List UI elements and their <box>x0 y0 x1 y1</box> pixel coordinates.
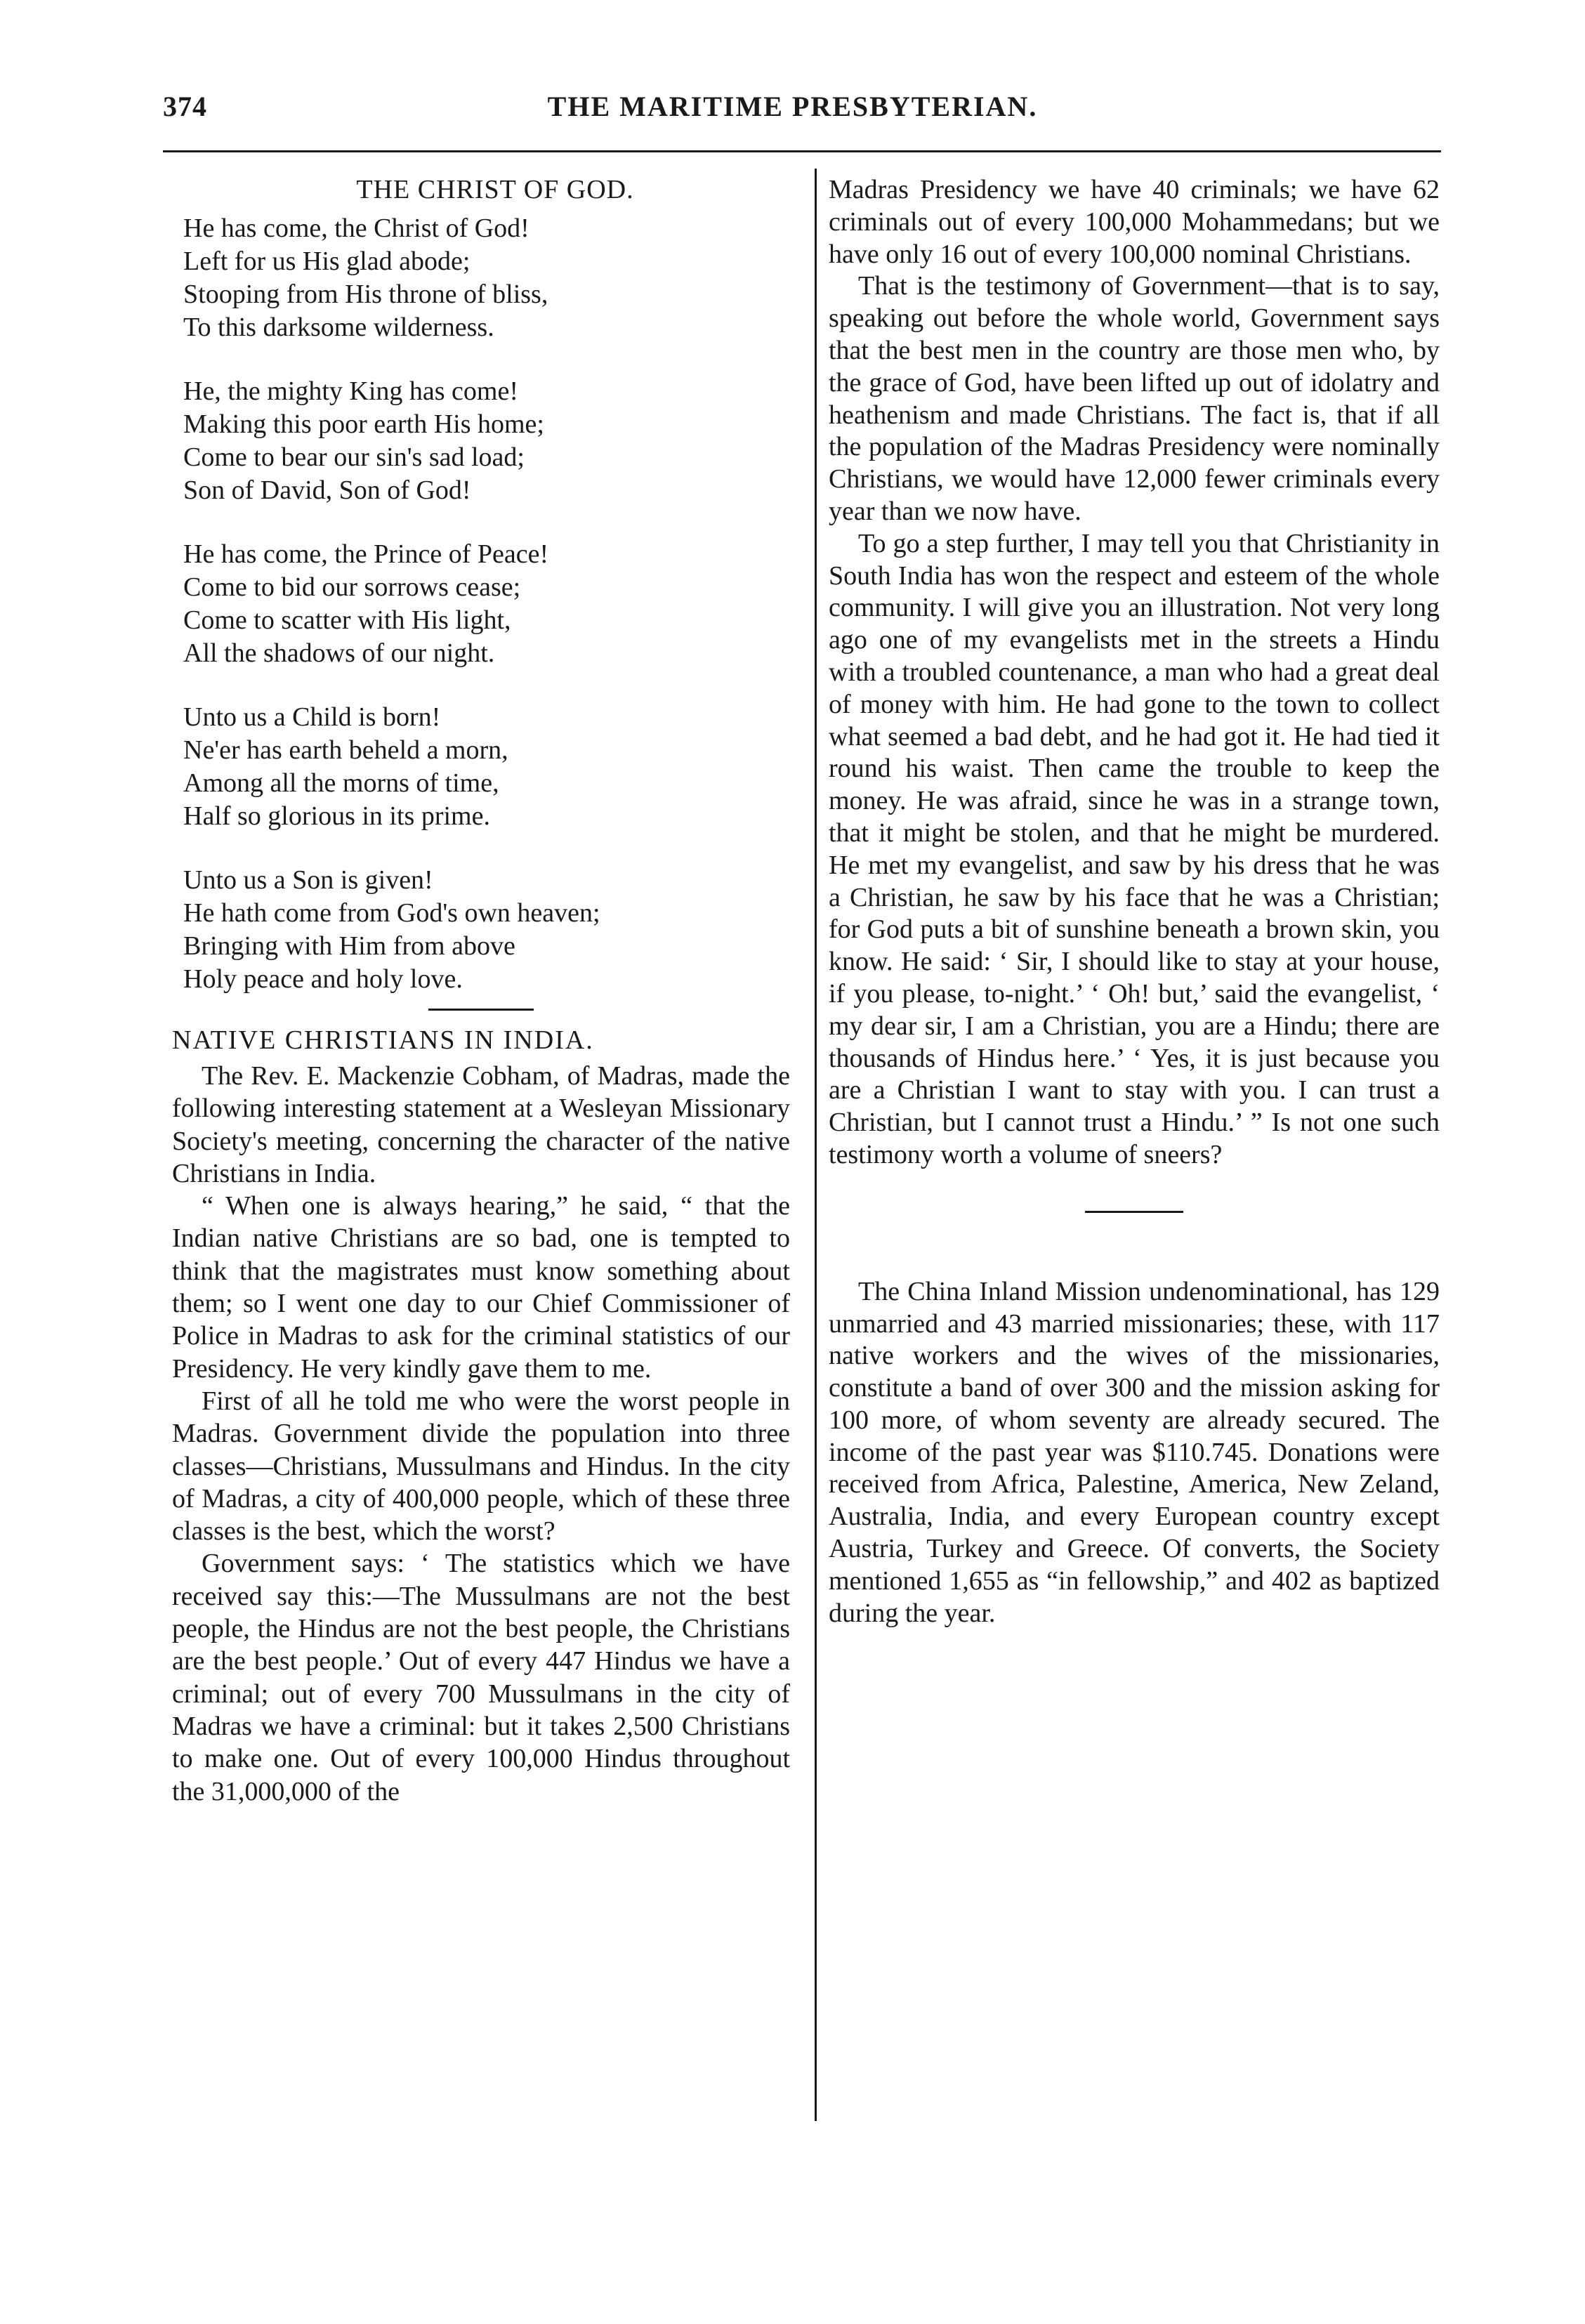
poem-stanza <box>183 701 790 833</box>
poem-line: To this darksome wilderness. <box>183 313 494 342</box>
news-item-paragraph: The China Inland Mission undenominational, has 129 unmarried and 43 married missionaries; these, with 117 native workers and the wives of the missionaries, constitute a band of over 300 and the mission asking for 100 more, of whom seventy are already secured. The income of the past year was $110.745. Donations were received from Africa, Palestine, America, New Zeland, Australia, India, and every European country except Austria, Turkey and Greece. Of converts, the Society mentioned 1,655 as “in fellowship,” and 402 as baptized during the year. <box>829 1276 1440 1628</box>
poem-line: Left for us His glad abode; <box>183 247 471 276</box>
header-rule <box>163 150 1441 152</box>
poem-line: All the shadows of our night. <box>183 638 495 668</box>
poem-line: Half so glorious in its prime. <box>183 801 490 831</box>
page-number: 374 <box>163 91 207 122</box>
article-paragraph: Madras Presidency we have 40 criminals; we have 62 criminals out of every 100,000 Mohammedans; but we have only 16 out of every 100,000 nominal Christians. <box>829 175 1440 269</box>
poem-line: He hath come from God's own heaven; <box>183 898 600 928</box>
poem-line: Among all the morns of time, <box>183 768 499 798</box>
section-divider <box>428 1009 534 1011</box>
poem-title: THE CHRIST OF GOD. <box>356 175 634 204</box>
poem-line: He has come, the Prince of Peace! <box>183 539 549 569</box>
poem-stanza <box>183 538 790 670</box>
article-paragraph: The Rev. E. Mackenzie Cobham, of Madras, made the following interesting statement at a Wesleyan Missionary Society's meeting, concerning the character of the native Christians in India. <box>172 1061 790 1188</box>
article-title: NATIVE CHRISTIANS IN INDIA. <box>172 1025 594 1055</box>
article-paragraph: Government says: ‘ The statistics which we have received say this:—The Mussulmans are not the best people, the Hindus are not the best people, the Christians are the best people.’ Out of every 447 Hindus we have a criminal; out of every 700 Mussulmans in the city of Madras we have a criminal: but it takes 2,500 Christians to make one. Out of every 100,000 Hindus throughout the 31,000,000 of the <box>172 1549 790 1806</box>
poem-line: Unto us a Son is given! <box>183 865 433 895</box>
right-column <box>829 174 1440 1629</box>
poem-line: He has come, the Christ of God! <box>183 214 530 243</box>
poem-line: Holy peace and holy love. <box>183 964 463 994</box>
poem-line: He, the mighty King has come! <box>183 376 519 406</box>
poem-line: Bringing with Him from above <box>183 931 515 961</box>
poem-line: Come to scatter with His light, <box>183 605 511 635</box>
poem-line: Come to bid our sorrows cease; <box>183 572 521 602</box>
poem-stanza <box>183 212 790 344</box>
poem-stanza <box>183 375 790 507</box>
left-column <box>172 174 790 1808</box>
section-divider <box>1085 1211 1183 1213</box>
article-paragraph: That is the testimony of Government—that is to say, speaking out before the whole world, Government says that the best men in the country are those men who, by the grace of God, have been lifted up out of idolatry and heathenism and made Christians. The fact is, that if all the population of the Madras Presidency were nominally Christians, we would have 12,000 fewer criminals every year than we now have. <box>829 271 1440 526</box>
article-paragraph: “ When one is always hearing,” he said, “ that the Indian native Christians are so bad, one is tempted to think that the magistrates must know something about them; so I went one day to our Chief Commissioner of Police in Madras to ask for the criminal statistics of our Presidency. He very kindly gave them to me. <box>172 1191 790 1384</box>
poem-line: Son of David, Son of God! <box>183 475 471 505</box>
poem-stanza <box>183 864 790 996</box>
poem-line: Unto us a Child is born! <box>183 702 441 732</box>
poem-line: Ne'er has earth beheld a morn, <box>183 735 508 765</box>
article-paragraph: First of all he told me who were the worst people in Madras. Government divide the population into three classes—Christians, Mussulmans and Hindus. In the city of Madras, a city of 400,000 people, which of these three classes is the best, which the worst? <box>172 1386 790 1547</box>
poem-line: Making this poor earth His home; <box>183 409 544 439</box>
poem-line: Come to bear our sin's sad load; <box>183 442 525 472</box>
poem-line: Stooping from His throne of bliss, <box>183 280 548 309</box>
running-title: THE MARITIME PRESBYTERIAN. <box>547 91 1038 122</box>
column-divider <box>815 169 817 2121</box>
article-paragraph: To go a step further, I may tell you that Christianity in South India has won the respect and esteem of the whole community. I will give you an illustration. Not very long ago one of my evangelists met in the streets a Hindu with a troubled countenance, a man who had a great deal of money with him. He had gone to the town to collect what seemed a bad debt, and he had got it. He had tied it round his waist. Then came the trouble to keep the money. He was afraid, since he was in a strange town, that it might be stolen, and that he might be murdered. He met my evangelist, and saw by his dress that he was a Christian, he saw by his face that he was a Christian; for God puts a bit of sunshine beneath a brown skin, you know. He said: ‘ Sir, I should like to stay at your house, if you please, to-night.’ ‘ Oh! but,’ said the evangelist, ‘ my dear sir, I am a Christian, you are a Hindu; there are thousands of Hindus here.’ ‘ Yes, it is just because you are a Christian I want to stay with you. I can trust a Christian, but I cannot trust a Hindu.’ ” Is not one such testimony worth a volume of sneers? <box>829 528 1440 1169</box>
